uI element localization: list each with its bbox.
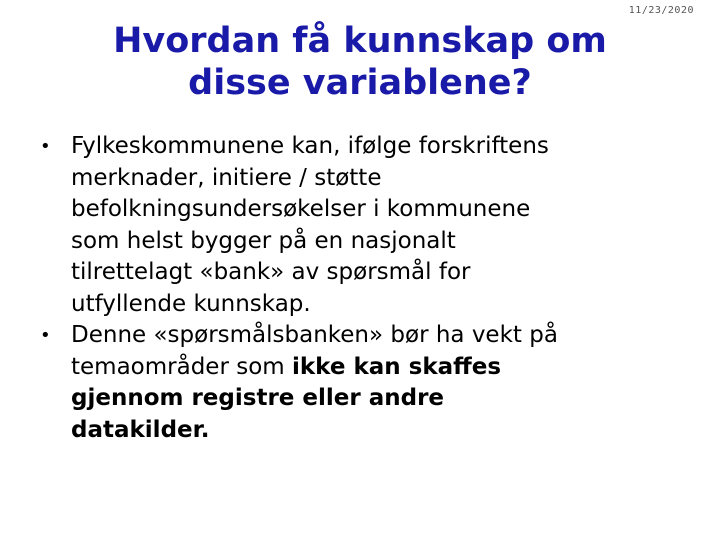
title-line-1: Hvordan få kunnskap om — [113, 21, 607, 61]
bullet-1-line-4: som helst bygger på en nasjonalt — [71, 227, 456, 254]
bullet-marker: • — [40, 136, 51, 157]
bullet-1-line-3: befolkningsundersøkelser i kommunene — [71, 196, 531, 222]
bullet-1-line-6: utfyllende kunnskap. — [71, 290, 311, 317]
bullet-1-line-1: Fylkeskommunene kan, ifølge forskriftens — [71, 133, 549, 159]
bullet-item-1 — [40, 131, 690, 320]
slide-title — [40, 20, 680, 104]
title-line-2: disse variablene? — [188, 63, 532, 103]
bullet-1-line-5: tilrettelagt «bank» av spørsmål for — [71, 259, 471, 285]
bullet-2-line-1: Denne «spørsmålsbanken» bør ha vekt på — [71, 322, 558, 348]
bullet-list — [40, 131, 690, 446]
bullet-2-bold-phrase: ikke kan skaffes — [291, 353, 502, 380]
slide-date: 11/23/2020 — [628, 5, 694, 16]
bullet-1-line-2: merknader, initiere / støtte — [71, 164, 382, 191]
bullet-2-line-2-text: temaområder som — [71, 353, 292, 380]
bullet-2-bold-line-3: datakilder. — [71, 416, 210, 443]
bullet-2-line-2 — [71, 352, 690, 384]
bullet-item-2 — [40, 320, 690, 446]
bullet-marker: • — [40, 325, 51, 346]
bullet-2-bold-line-2: gjennom registre eller andre — [71, 385, 445, 411]
